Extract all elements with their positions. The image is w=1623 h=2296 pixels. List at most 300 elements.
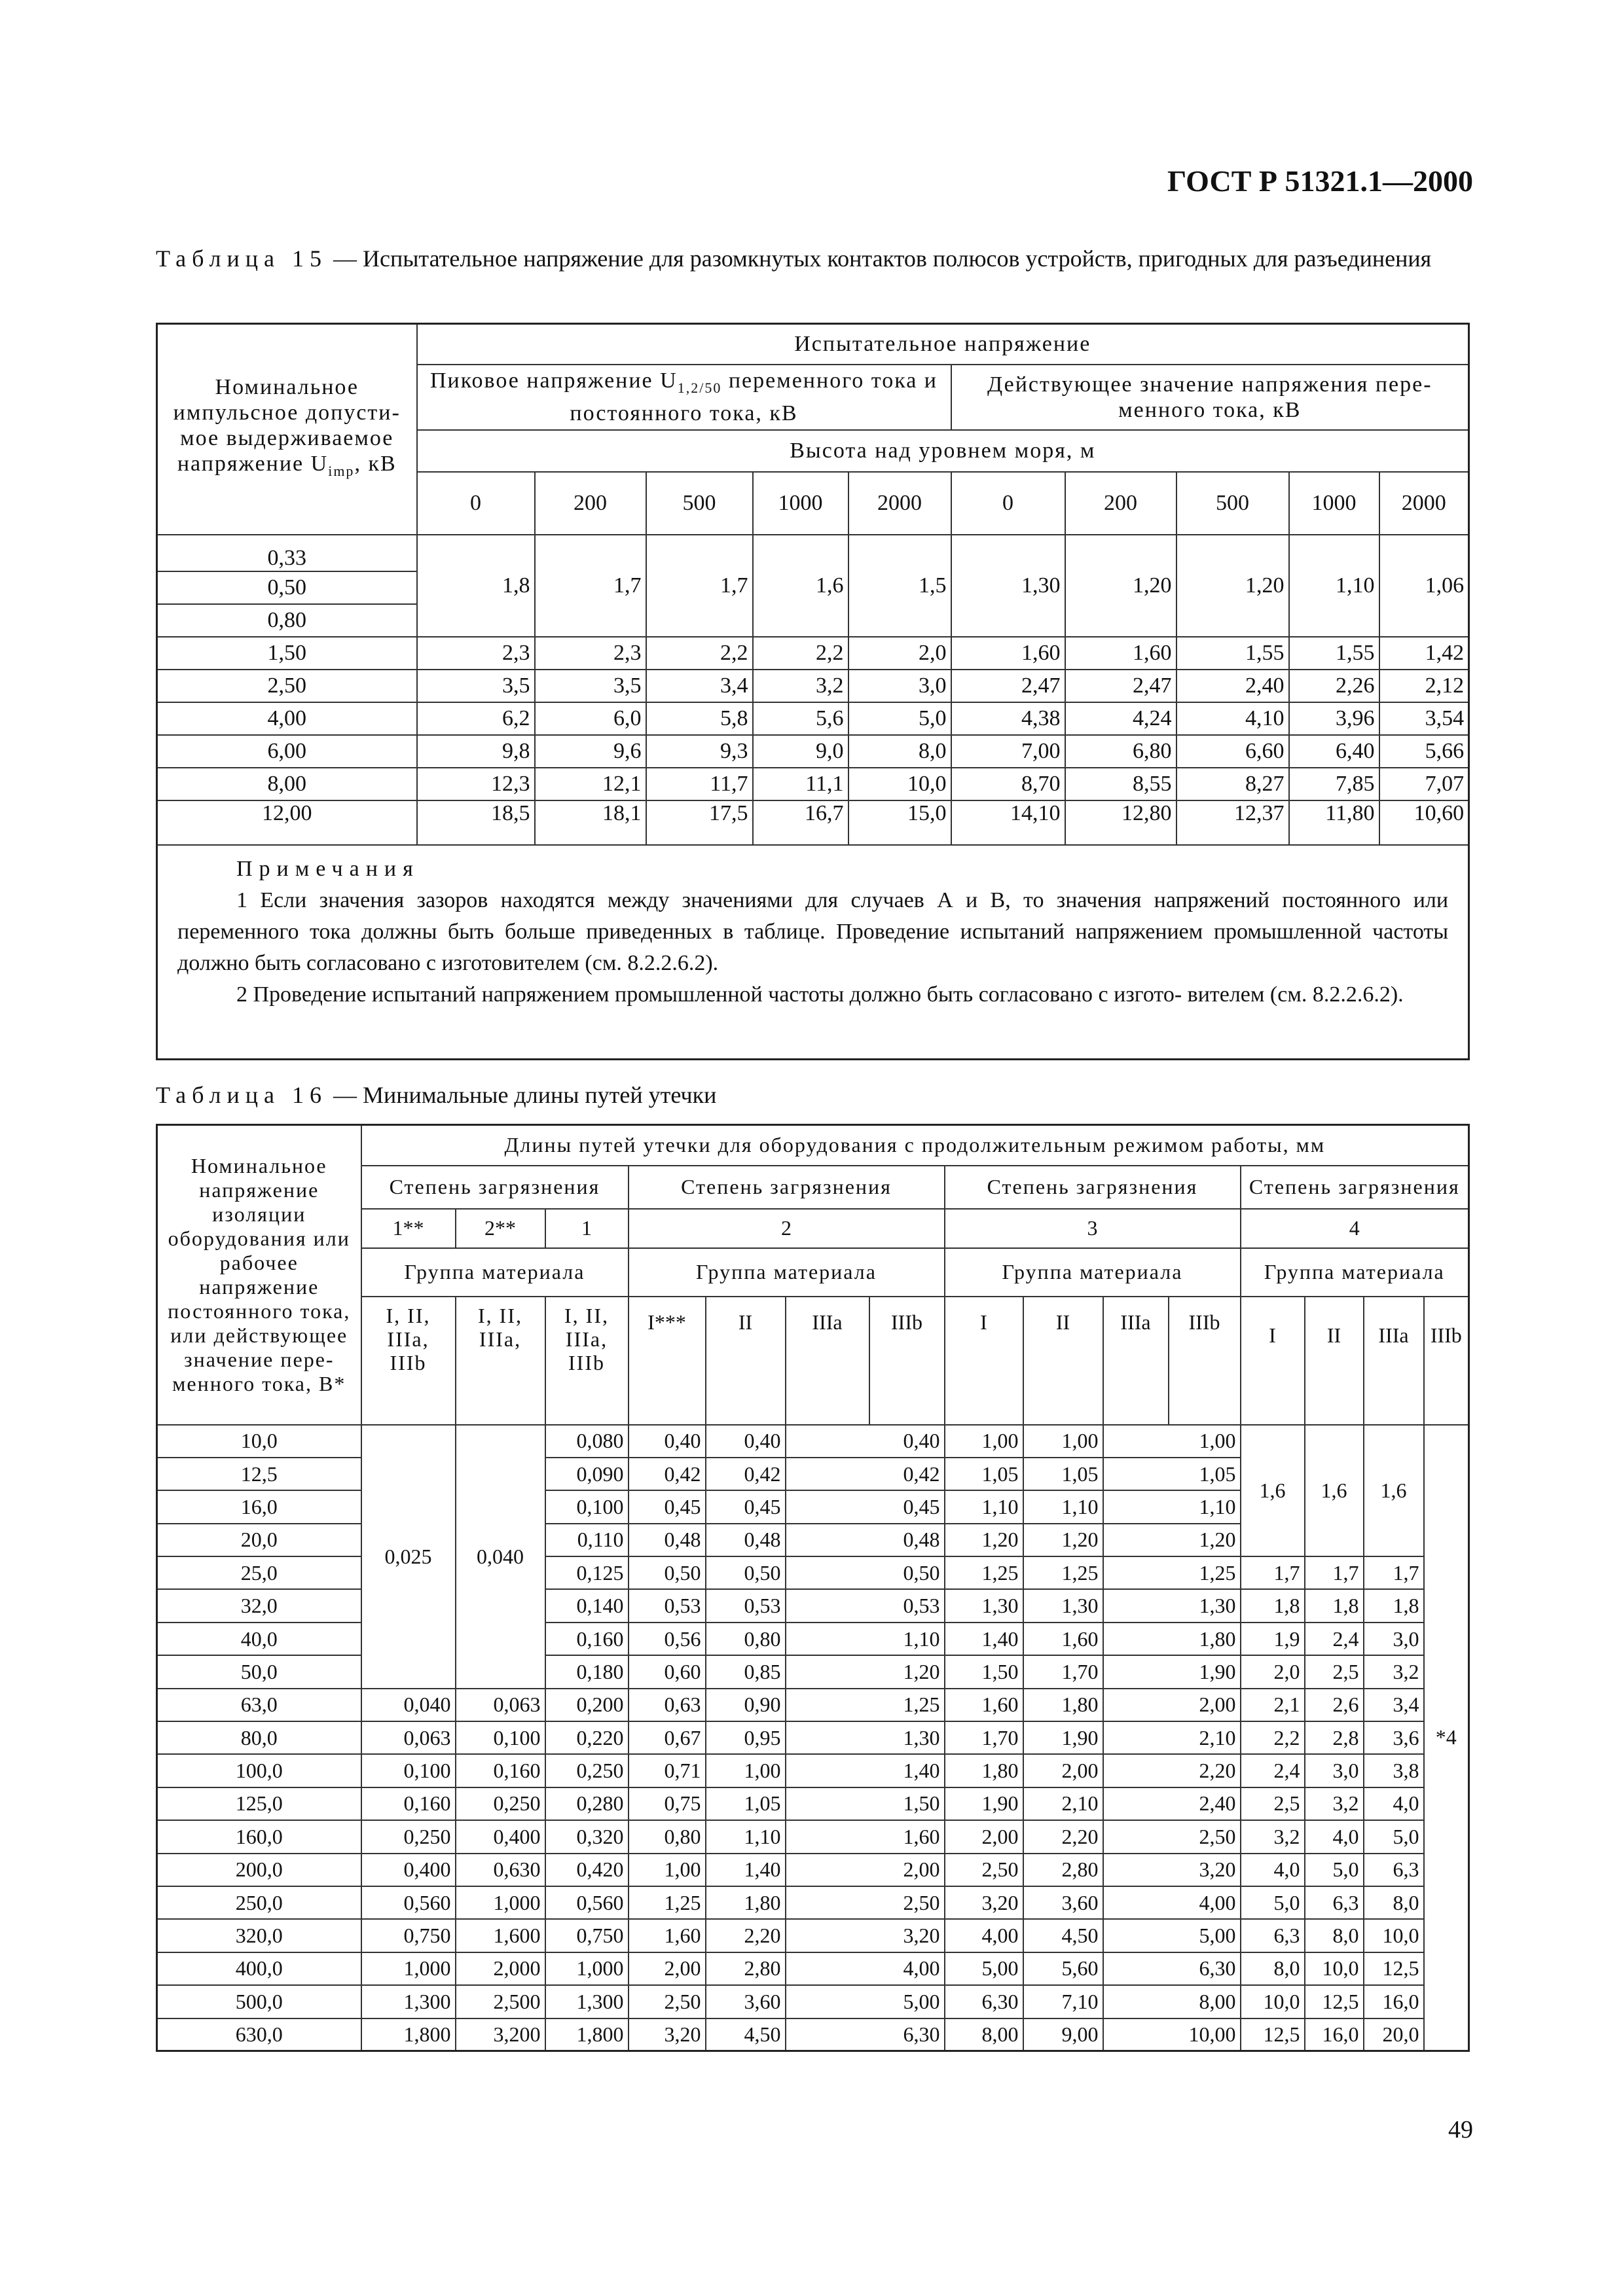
value-cell: 5,0 [1364,1820,1424,1853]
value-cell: 10,0 [848,768,951,800]
value-cell: 0,560 [545,1886,629,1919]
value-cell: 6,30 [786,2018,945,2051]
value-cell: 2,3 [417,637,535,670]
degree-cell: 2 [629,1209,945,1248]
voltage-label: 80,0 [157,1721,361,1754]
value-cell: 8,00 [945,2018,1023,2051]
value-cell: 1,40 [945,1623,1023,1655]
value-cell: 6,60 [1176,735,1289,768]
degree-header: Степень загрязнения [945,1166,1241,1209]
value-cell: 3,20 [786,1919,945,1952]
value-cell: 2,50 [629,1985,706,2018]
value-cell: 6,30 [945,1985,1023,2018]
value-cell: 1,25 [1023,1556,1103,1589]
altitude-cell: 200 [1065,472,1176,535]
value-cell: 3,60 [706,1985,786,2018]
value-cell: 0,50 [786,1556,945,1589]
voltage-label: 10,0 [157,1425,361,1458]
material-cell: I, II, IIIa, IIIb [545,1297,629,1425]
value-cell: 1,80 [706,1886,786,1919]
voltage-label: 0,33 [157,535,417,571]
value-cell: 1,30 [786,1721,945,1754]
value-cell: 16,0 [1364,1985,1424,2018]
value-cell: 3,2 [1364,1655,1424,1688]
voltage-label: 200,0 [157,1854,361,1886]
table-row [157,1985,1469,2018]
value-cell: 0,42 [706,1458,786,1490]
table-row [157,1589,1469,1622]
table15-altitude-header: Высота над уровнем моря, м [417,430,1469,472]
table-row [157,1886,1469,1919]
value-cell: 0,040 [456,1425,545,1689]
material-cell: IIIa [1364,1297,1424,1425]
note-1: 1 Если значения зазоров находятся между значениями для случаев А и В, то значения напряжений постоянного или переменного тока должны быть больше приведенных в таблице. Проведение испытаний напряжением промышленной частоты должно быть согласовано с изготовителем (см. 8.2.2.6.2). [177,888,1449,975]
value-cell: 0,40 [786,1425,945,1458]
value-cell: 9,3 [646,735,753,768]
material-cell: IIIa [786,1297,869,1425]
value-cell: 1,90 [1103,1655,1241,1688]
value-cell: 6,80 [1065,735,1176,768]
value-cell: 0,95 [706,1721,786,1754]
value-cell: 10,0 [1241,1985,1305,2018]
voltage-label: 8,00 [157,768,417,800]
material-cell: I, II, IIIa, [456,1297,545,1425]
table16-lengths-header: Длины путей утечки для оборудования с продолжительным режимом работы, мм [361,1125,1469,1166]
value-cell: 1,40 [706,1854,786,1886]
value-cell: 1,60 [786,1820,945,1853]
value-cell: 0,42 [786,1458,945,1490]
value-cell: 1,10 [706,1820,786,1853]
value-cell: 1,6 [753,535,848,637]
value-cell: 4,0 [1364,1787,1424,1820]
voltage-label: 630,0 [157,2018,361,2051]
value-cell: 0,125 [545,1556,629,1589]
table16-caption-text: — Минимальные длины путей утечки [327,1082,717,1108]
voltage-label: 32,0 [157,1589,361,1622]
value-cell: 2,5 [1241,1787,1305,1820]
value-cell: 7,07 [1379,768,1469,800]
value-cell: 1,90 [1023,1721,1103,1754]
table-row [157,1952,1469,1985]
value-cell: 2,47 [951,670,1065,702]
altitude-cell: 200 [535,472,646,535]
voltage-label: 6,00 [157,735,417,768]
value-cell: 1,300 [545,1985,629,2018]
value-cell: 1,7 [1364,1556,1424,1589]
value-cell: 5,66 [1379,735,1469,768]
value-cell: 1,00 [945,1425,1023,1458]
value-cell: 0,40 [629,1425,706,1458]
value-cell: 8,0 [1241,1952,1305,1985]
voltage-label: 500,0 [157,1985,361,2018]
value-cell: 1,05 [945,1458,1023,1490]
value-cell: 2,50 [945,1854,1023,1886]
value-cell: 1,20 [786,1655,945,1688]
value-cell: 2,5 [1305,1655,1364,1688]
value-cell: 1,05 [1023,1458,1103,1490]
value-cell: 1,20 [1103,1524,1241,1556]
value-cell: 0,080 [545,1425,629,1458]
value-cell: 3,0 [1305,1754,1364,1787]
value-cell: 1,60 [945,1689,1023,1721]
voltage-label: 250,0 [157,1886,361,1919]
value-cell: 3,2 [1241,1820,1305,1853]
value-cell: 0,90 [706,1689,786,1721]
value-cell: 0,040 [361,1689,456,1721]
value-cell: 0,100 [545,1490,629,1523]
value-cell: 2,47 [1065,670,1176,702]
value-cell: 2,2 [1241,1721,1305,1754]
value-cell: 3,54 [1379,702,1469,735]
value-cell: 6,3 [1364,1854,1424,1886]
value-cell: 3,4 [646,670,753,702]
value-cell: 0,60 [629,1655,706,1688]
value-cell: 2,00 [1103,1689,1241,1721]
material-cell: I [945,1297,1023,1425]
value-cell: 1,6 [1305,1425,1364,1557]
value-cell: 12,1 [535,768,646,800]
table15-test-voltage-header: Испытательное напряжение [417,324,1469,365]
value-cell: 0,80 [706,1623,786,1655]
value-cell: 6,40 [1289,735,1379,768]
value-cell: 0,200 [545,1689,629,1721]
value-cell: 8,0 [1305,1919,1364,1952]
value-cell: 0,180 [545,1655,629,1688]
table15-caption-label: Таблица 15 [156,245,327,272]
value-cell: 2,40 [1103,1787,1241,1820]
value-cell: 0,110 [545,1524,629,1556]
value-cell: 1,90 [945,1787,1023,1820]
altitude-cell: 2000 [848,472,951,535]
value-cell: 3,20 [629,2018,706,2051]
degree-cell: 4 [1241,1209,1469,1248]
value-cell: 8,0 [848,735,951,768]
value-cell: 0,71 [629,1754,706,1787]
value-cell: 2,10 [1023,1787,1103,1820]
value-cell: 1,05 [1103,1458,1241,1490]
value-cell: 1,70 [945,1721,1023,1754]
value-cell: 6,3 [1241,1919,1305,1952]
value-cell: 8,70 [951,768,1065,800]
value-cell: 0,53 [786,1589,945,1622]
value-cell: 1,25 [629,1886,706,1919]
voltage-label: 12,5 [157,1458,361,1490]
value-cell: 1,70 [1023,1655,1103,1688]
value-cell: 1,00 [1023,1425,1103,1458]
material-cell: II [706,1297,786,1425]
table-row [157,1623,1469,1655]
altitude-cell: 0 [951,472,1065,535]
voltage-label: 160,0 [157,1820,361,1853]
value-cell: 1,9 [1241,1623,1305,1655]
value-cell: 3,6 [1364,1721,1424,1754]
value-cell: 20,0 [1364,2018,1424,2051]
value-cell: 9,8 [417,735,535,768]
material-group-header: Группа материала [629,1248,945,1297]
voltage-label: 25,0 [157,1556,361,1589]
value-cell: 0,56 [629,1623,706,1655]
value-cell: 3,0 [848,670,951,702]
voltage-label: 125,0 [157,1787,361,1820]
table-row [157,637,1469,670]
value-cell: 2,4 [1305,1623,1364,1655]
voltage-label: 50,0 [157,1655,361,1688]
altitude-cell: 500 [1176,472,1289,535]
value-cell: 0,45 [786,1490,945,1523]
material-cell: II [1023,1297,1103,1425]
value-cell: 2,20 [706,1919,786,1952]
value-cell: 0,750 [361,1919,456,1952]
value-cell: 2,2 [646,637,753,670]
value-cell: 0,560 [361,1886,456,1919]
value-cell: 1,60 [951,637,1065,670]
value-cell: 8,55 [1065,768,1176,800]
value-cell: 1,20 [1176,535,1289,637]
value-cell: 0,50 [629,1556,706,1589]
value-cell: 1,50 [945,1655,1023,1688]
value-cell: 3,5 [417,670,535,702]
value-cell: 1,06 [1379,535,1469,637]
page-number: 49 [1448,2116,1473,2144]
value-cell: 11,80 [1289,800,1379,845]
value-cell: 9,6 [535,735,646,768]
value-cell: 0,140 [545,1589,629,1622]
value-cell: 1,60 [1023,1623,1103,1655]
value-cell: 1,20 [1065,535,1176,637]
table-row [157,1689,1469,1721]
value-cell: 8,00 [1103,1985,1241,2018]
value-cell: 11,1 [753,768,848,800]
value-cell: 0,400 [361,1854,456,1886]
value-cell: 2,0 [848,637,951,670]
value-cell: 0,75 [629,1787,706,1820]
value-cell: 1,80 [1023,1689,1103,1721]
table-row [157,1787,1469,1820]
value-cell: 5,00 [945,1952,1023,1985]
value-cell: 11,7 [646,768,753,800]
value-cell: 2,0 [1241,1655,1305,1688]
value-cell: 1,55 [1176,637,1289,670]
table-row [157,768,1469,800]
value-cell: 0,48 [629,1524,706,1556]
degree-header: Степень загрязнения [1241,1166,1469,1209]
value-cell: 0,42 [629,1458,706,1490]
value-cell: 1,10 [945,1490,1023,1523]
voltage-label: 0,50 [157,571,417,604]
value-cell: 9,00 [1023,2018,1103,2051]
value-cell: 2,10 [1103,1721,1241,1754]
value-cell: 1,00 [629,1854,706,1886]
value-cell: 3,2 [753,670,848,702]
value-cell: 10,0 [1364,1919,1424,1952]
table-row [157,670,1469,702]
value-cell: 1,7 [535,535,646,637]
value-cell: 2,00 [1023,1754,1103,1787]
table16-body [157,1425,1469,2051]
value-cell: 1,8 [417,535,535,637]
value-cell: 2,6 [1305,1689,1364,1721]
value-cell: 1,10 [1103,1490,1241,1523]
table16-row-header: Номинальное напряжение изоляции оборудования или рабочее напряжение постоянного тока, или действующее значение пере- менного тока, В* [157,1125,361,1425]
value-cell: 1,10 [1289,535,1379,637]
value-cell: 2,80 [706,1952,786,1985]
value-cell: 1,800 [545,2018,629,2051]
altitude-cell: 0 [417,472,535,535]
table15-peak-header: Пиковое напряжение $U_{1,2/50}$ переменного тока и постоянного тока, кВ [417,365,951,430]
value-cell: 0,160 [545,1623,629,1655]
value-cell: 0,090 [545,1458,629,1490]
value-cell: 1,7 [1241,1556,1305,1589]
value-cell: 0,160 [456,1754,545,1787]
value-cell: 14,10 [951,800,1065,845]
material-group-header: Группа материала [945,1248,1241,1297]
value-cell: 2,8 [1305,1721,1364,1754]
notes-title: Примечания [236,856,420,881]
value-cell: 3,8 [1364,1754,1424,1787]
value-cell: 4,10 [1176,702,1289,735]
value-cell: 4,38 [951,702,1065,735]
value-cell: 3,4 [1364,1689,1424,1721]
material-cell: I, II, IIIa, IIIb [361,1297,456,1425]
value-cell: 1,600 [456,1919,545,1952]
value-cell: 1,60 [1065,637,1176,670]
value-cell: 1,000 [456,1886,545,1919]
value-cell: 12,5 [1305,1985,1364,2018]
value-cell: 0,420 [545,1854,629,1886]
value-cell: 0,45 [629,1490,706,1523]
value-cell: 4,24 [1065,702,1176,735]
altitude-cell: 1000 [753,472,848,535]
value-cell: 1,30 [1103,1589,1241,1622]
value-cell: 1,7 [646,535,753,637]
value-cell: 2,26 [1289,670,1379,702]
table15-caption-text: — Испытательное напряжение для разомкнутых контактов полюсов устройств, пригодных для разъединения [327,245,1432,272]
table15-caption [156,243,1468,274]
value-cell: 10,0 [1305,1952,1364,1985]
voltage-label: 400,0 [157,1952,361,1985]
value-cell: 0,630 [456,1854,545,1886]
voltage-label: 40,0 [157,1623,361,1655]
value-cell: 4,0 [1305,1820,1364,1853]
value-cell: 1,800 [361,2018,456,2051]
value-cell: 1,000 [361,1952,456,1985]
value-cell: 2,20 [1103,1754,1241,1787]
material-cell: II [1305,1297,1364,1425]
value-cell: 0,063 [456,1689,545,1721]
value-cell: 2,20 [1023,1820,1103,1853]
table-row [157,1754,1469,1787]
table15 [156,323,1470,1060]
value-cell: 2,80 [1023,1854,1103,1886]
value-cell: *4 [1424,1425,1469,2051]
value-cell: 4,00 [1103,1886,1241,1919]
value-cell: 1,7 [1305,1556,1364,1589]
value-cell: 1,5 [848,535,951,637]
material-group-header: Группа материала [1241,1248,1469,1297]
value-cell: 1,00 [706,1754,786,1787]
value-cell: 12,5 [1241,2018,1305,2051]
value-cell: 1,300 [361,1985,456,2018]
value-cell: 0,100 [456,1721,545,1754]
value-cell: 2,4 [1241,1754,1305,1787]
value-cell: 12,80 [1065,800,1176,845]
value-cell: 3,2 [1305,1787,1364,1820]
value-cell: 17,5 [646,800,753,845]
voltage-label: 16,0 [157,1490,361,1523]
value-cell: 1,40 [786,1754,945,1787]
value-cell: 0,025 [361,1425,456,1689]
value-cell: 4,00 [786,1952,945,1985]
value-cell: 0,400 [456,1820,545,1853]
value-cell: 0,250 [456,1787,545,1820]
value-cell: 15,0 [848,800,951,845]
value-cell: 0,45 [706,1490,786,1523]
value-cell: 1,25 [786,1689,945,1721]
value-cell: 2,000 [456,1952,545,1985]
value-cell: 0,80 [629,1820,706,1853]
value-cell: 12,5 [1364,1952,1424,1985]
value-cell: 10,00 [1103,2018,1241,2051]
degree-header: Степень загрязнения [361,1166,629,1209]
voltage-label: 100,0 [157,1754,361,1787]
value-cell: 0,53 [706,1589,786,1622]
voltage-label: 4,00 [157,702,417,735]
value-cell: 1,80 [945,1754,1023,1787]
value-cell: 0,50 [706,1556,786,1589]
value-cell: 2,1 [1241,1689,1305,1721]
value-cell: 1,10 [1023,1490,1103,1523]
value-cell: 1,30 [951,535,1065,637]
degree-cell: 1** [361,1209,456,1248]
table15-row-header: Номинальное импульсное допусти- мое выдерживаемое напряжение $U_{imp}$, кВ [157,324,417,535]
value-cell: 0,85 [706,1655,786,1688]
material-cell: IIIb [1169,1297,1241,1425]
value-cell: 1,10 [786,1623,945,1655]
value-cell: 2,00 [945,1820,1023,1853]
value-cell: 18,5 [417,800,535,845]
value-cell: 1,05 [706,1787,786,1820]
value-cell: 3,20 [945,1886,1023,1919]
table-row [157,1556,1469,1589]
value-cell: 10,60 [1379,800,1469,845]
value-cell: 5,60 [1023,1952,1103,1985]
value-cell: 16,7 [753,800,848,845]
value-cell: 1,000 [545,1952,629,1985]
value-cell: 0,250 [361,1820,456,1853]
table-row [157,1655,1469,1688]
table16-caption-label: Таблица 16 [156,1082,327,1108]
voltage-label: 1,50 [157,637,417,670]
value-cell: 1,80 [1103,1623,1241,1655]
value-cell: 3,200 [456,2018,545,2051]
value-cell: 1,55 [1289,637,1379,670]
value-cell: 2,3 [535,637,646,670]
table15-notes [157,845,1469,1060]
value-cell: 1,50 [786,1787,945,1820]
value-cell: 1,6 [1364,1425,1424,1557]
value-cell: 12,37 [1176,800,1289,845]
voltage-label: 20,0 [157,1524,361,1556]
table-row [157,1721,1469,1754]
value-cell: 0,53 [629,1589,706,1622]
value-cell: 7,10 [1023,1985,1103,2018]
table16 [156,1124,1470,2052]
value-cell: 0,220 [545,1721,629,1754]
value-cell: 1,60 [629,1919,706,1952]
value-cell: 2,00 [629,1952,706,1985]
value-cell: 5,0 [1305,1854,1364,1886]
value-cell: 7,85 [1289,768,1379,800]
